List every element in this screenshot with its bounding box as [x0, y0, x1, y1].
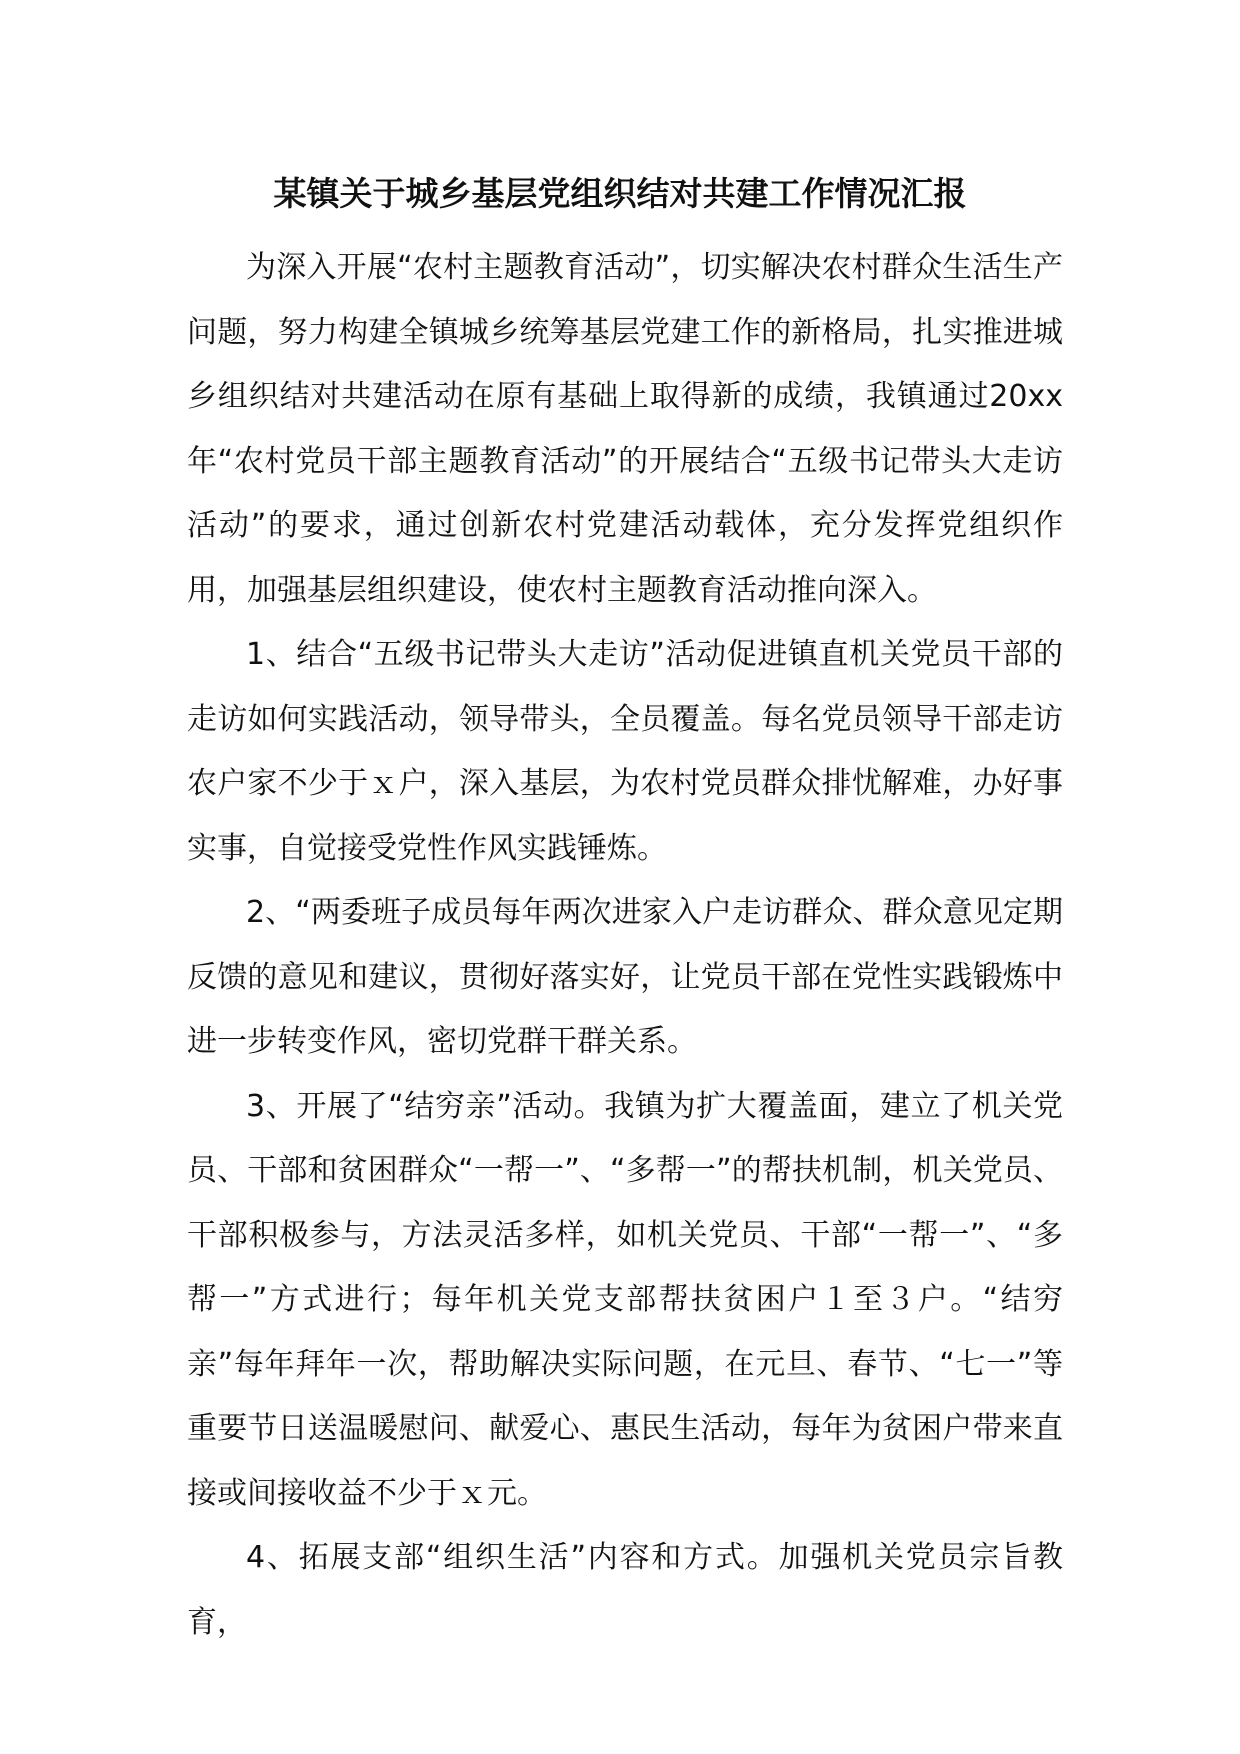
paragraph-item-3: 3、开展了“结穷亲”活动。我镇为扩大覆盖面，建立了机关党员、干部和贫困群众“一帮一”、“多帮一”的帮扶机制，机关党员、干部积极参与，方法灵活多样，如机关党员、干部“一帮一”、“多帮一”方式进行；每年机关党支部帮扶贫困户１至３户。“结穷亲”每年拜年一次，帮助解决实际问题，在元旦、春节、“七一”等重要节日送温暖慰问、献爱心、惠民生活动，每年为贫困户带来直接或间接收益不少于ｘ元。 — [187, 1088, 1063, 1511]
paragraph-item-2: 2、“两委班子成员每年两次进家入户走访群众、群众意见定期反馈的意见和建议，贯彻好落实好，让党员干部在党性实践锻炼中进一步转变作风，密切党群干群关系。 — [187, 895, 1063, 1059]
document-title: 某镇关于城乡基层党组织结对共建工作情况汇报 — [273, 174, 967, 213]
paragraph-item-1: 1、结合“五级书记带头大走访”活动促进镇直机关党员干部的走访如何实践活动，领导带头，全员覆盖。每名党员领导干部走访农户家不少于ｘ户，深入基层，为农村党员群众排忧解难，办好事实事，自觉接受党性作风实践锤炼。 — [187, 637, 1063, 866]
paragraph-intro: 为深入开展“农村主题教育活动”，切实解决农村群众生活生产问题，努力构建全镇城乡统筹基层党建工作的新格局，扎实推进城乡组织结对共建活动在原有基础上取得新的成绩，我镇通过20xx年“农村党员干部主题教育活动”的开展结合“五级书记带头大走访活动”的要求，通过创新农村党建活动载体，充分发挥党组织作用，加强基层组织建设，使农村主题教育活动推向深入。 — [187, 250, 1063, 608]
paragraph-item-4: 4、拓展支部“组织生活”内容和方式。加强机关党员宗旨教育， — [187, 1540, 1063, 1640]
document-body — [187, 236, 1063, 1655]
